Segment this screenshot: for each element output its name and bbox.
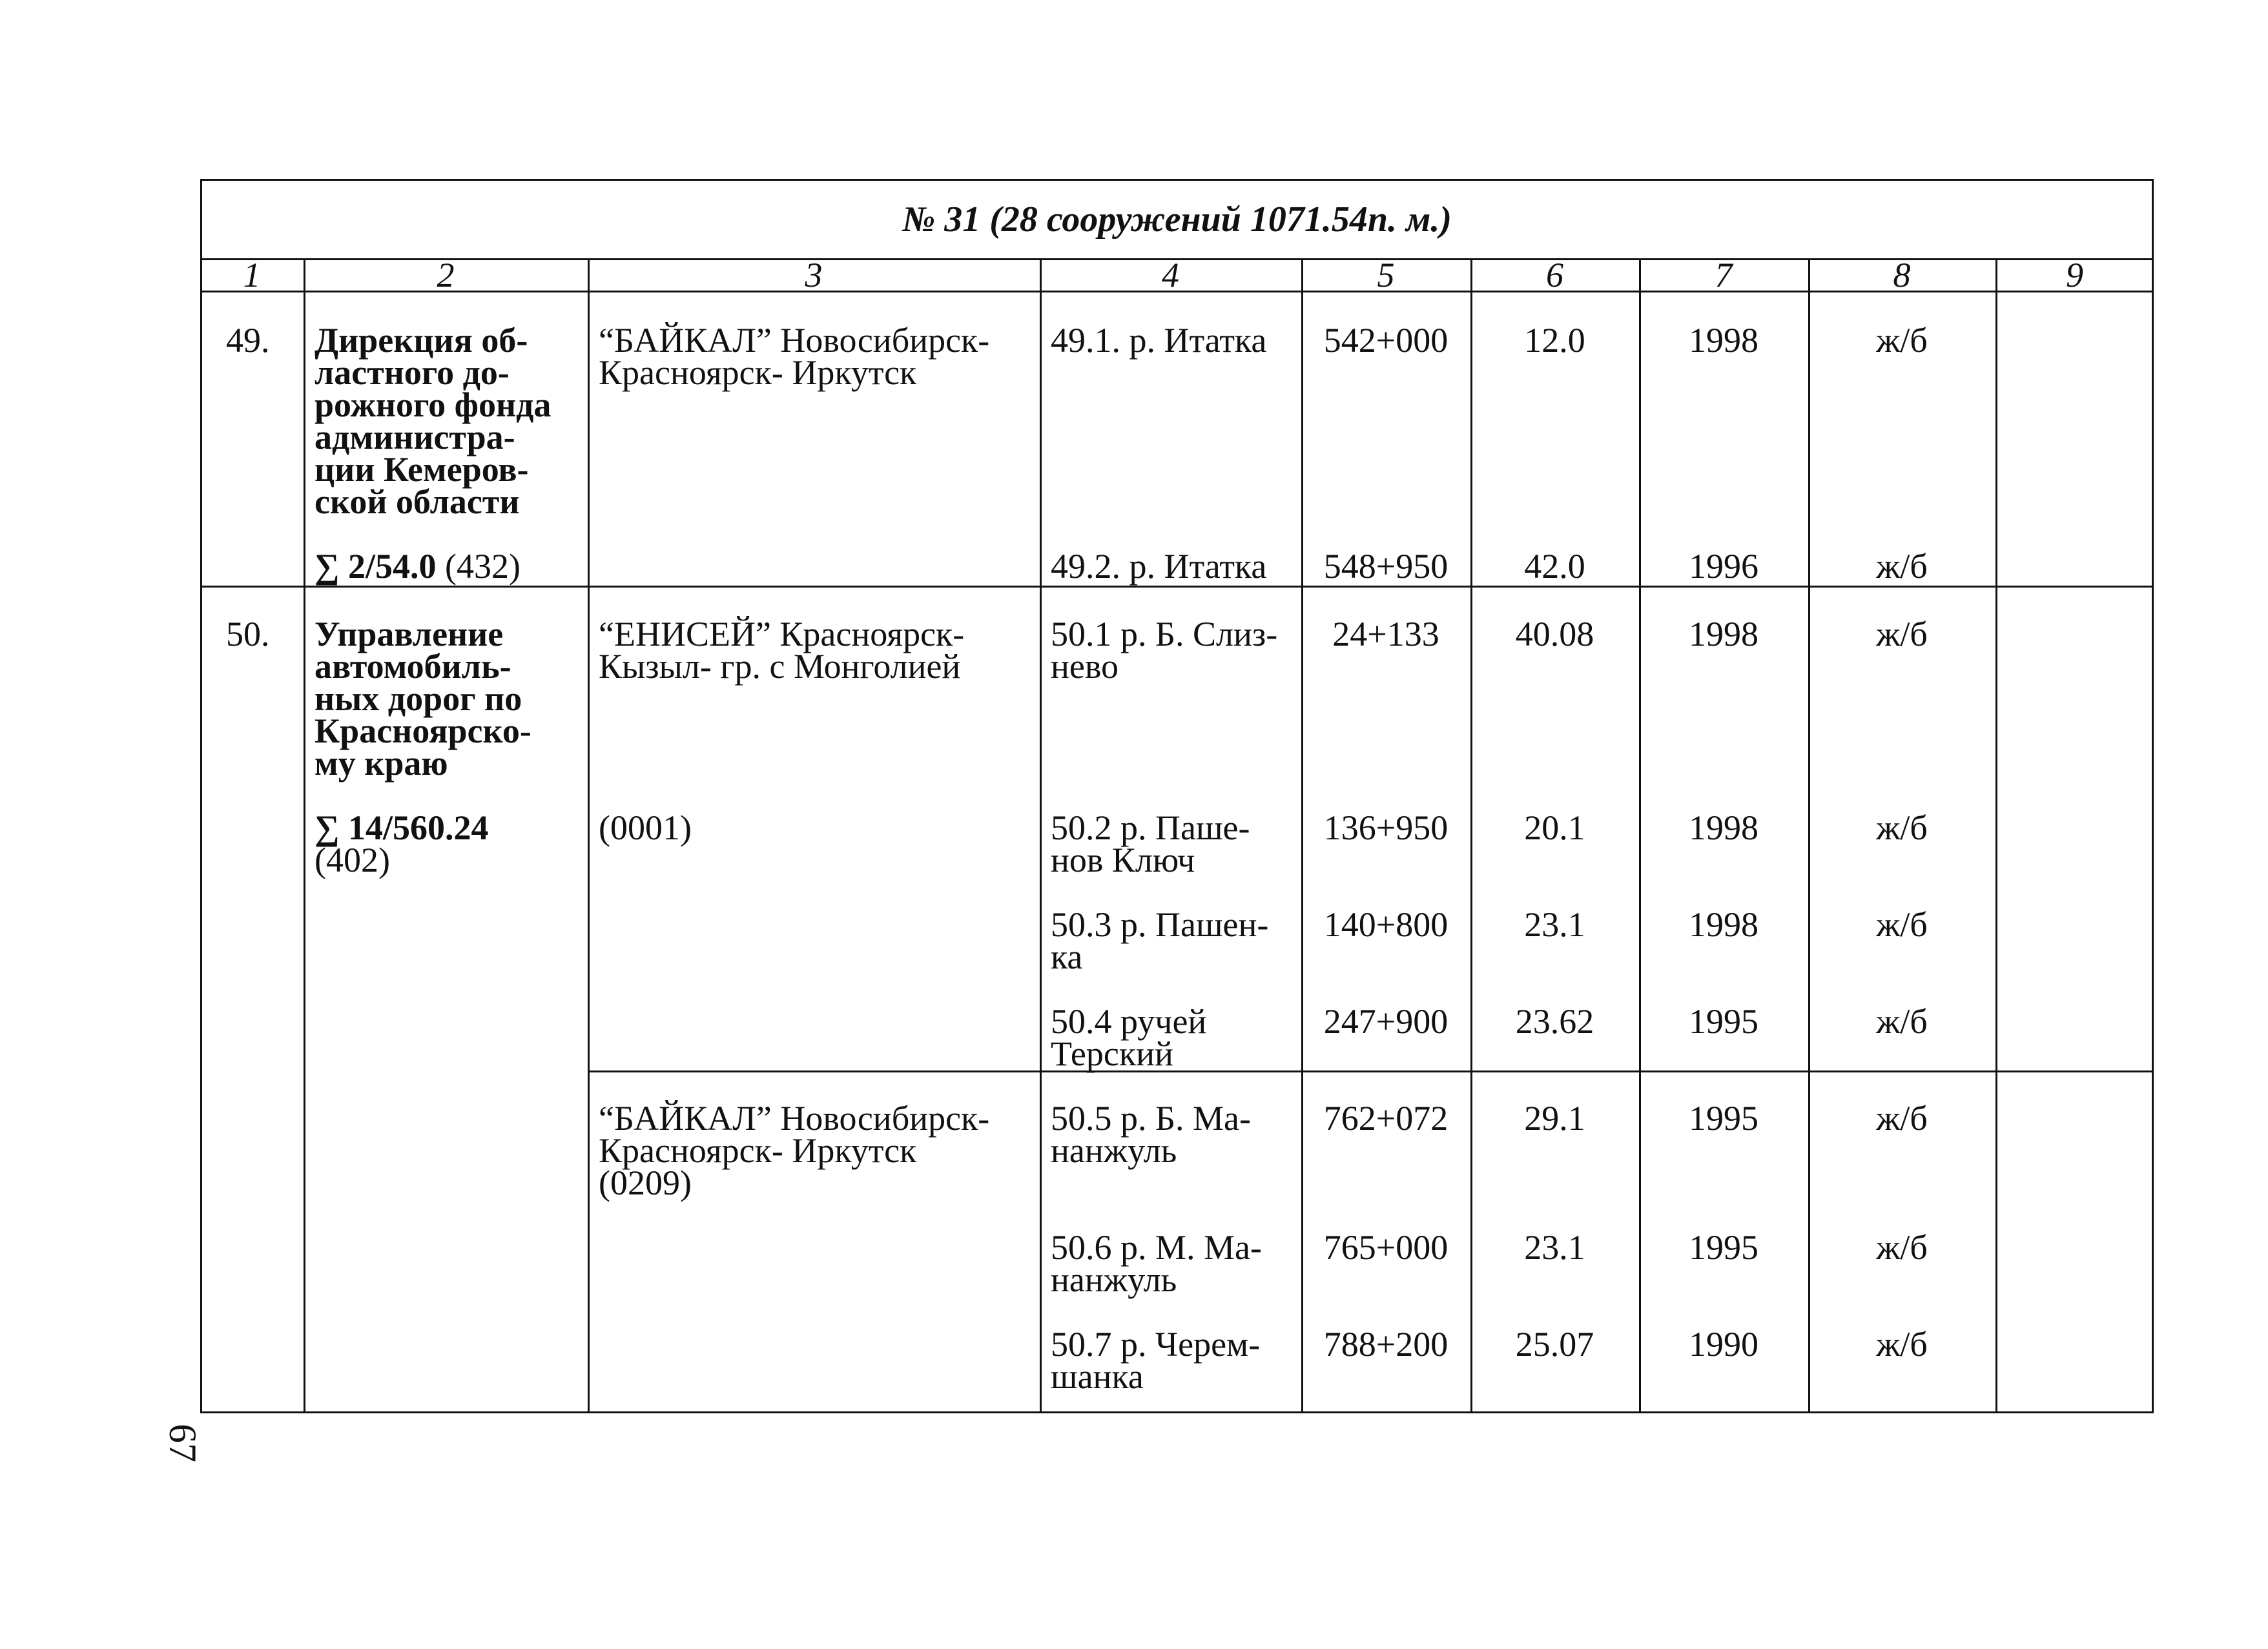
length-value: 42.0 (1524, 547, 1585, 586)
length-value: 12.0 (1524, 321, 1585, 360)
column-header: 7 (1715, 256, 1733, 294)
row-number: 49. (226, 321, 270, 360)
column-header: 3 (805, 256, 823, 294)
object-name: 50.5 р. Б. Ма- нанжуль (1051, 1099, 1251, 1170)
column-divider (588, 258, 590, 1413)
column-divider (304, 258, 305, 1413)
object-name: 49.2. р. Итатка (1051, 547, 1267, 586)
column-header: 8 (1893, 256, 1911, 294)
material-value: ж/б (1876, 1002, 1928, 1041)
length-value: 29.1 (1524, 1099, 1585, 1138)
column-header: 5 (1377, 256, 1395, 294)
year-value: 1998 (1689, 321, 1758, 360)
year-value: 1998 (1689, 615, 1758, 653)
column-divider (1040, 258, 1042, 1413)
column-header: 6 (1546, 256, 1563, 294)
material-value: ж/б (1876, 905, 1928, 944)
kilometer-mark: 762+072 (1323, 1099, 1448, 1138)
kilometer-mark: 542+000 (1323, 321, 1448, 360)
object-name: 49.1. р. Итатка (1051, 321, 1267, 360)
structures-table (200, 179, 2154, 1413)
organization-summary (314, 808, 586, 879)
length-value: 20.1 (1524, 808, 1585, 847)
object-name: 50.7 р. Черем- шанка (1051, 1325, 1261, 1396)
length-value: 23.62 (1515, 1002, 1594, 1041)
route-name: “БАЙКАЛ” Новосибирск- Красноярск- Иркутск (599, 321, 990, 392)
material-value: ж/б (1876, 615, 1928, 653)
kilometer-mark: 24+133 (1332, 615, 1439, 653)
length-value: 23.1 (1524, 905, 1585, 944)
organization-name: Дирекция об- ластного до- рожного фонда администра- ции Кемеров- ской области (314, 321, 552, 521)
year-value: 1990 (1689, 1325, 1758, 1364)
material-value: ж/б (1876, 808, 1928, 847)
year-value: 1998 (1689, 905, 1758, 944)
table-border-right (2152, 179, 2154, 1413)
table-border-bottom (200, 1411, 2154, 1413)
material-value: ж/б (1876, 1099, 1928, 1138)
column-header: 9 (2066, 256, 2083, 294)
object-name: 50.2 р. Паше- нов Ключ (1051, 808, 1250, 879)
kilometer-mark: 136+950 (1323, 808, 1448, 847)
material-value: ж/б (1876, 547, 1928, 586)
summary-value: ∑ 2/54.0 (314, 547, 437, 586)
table-border-top (200, 179, 2154, 181)
object-name: 50.6 р. М. Ма- нанжуль (1051, 1228, 1262, 1299)
table-title: № 31 (28 сооружений 1071.54п. м.) (902, 200, 1452, 240)
material-value: ж/б (1876, 321, 1928, 360)
object-name: 50.4 ручей Терский (1051, 1002, 1207, 1073)
year-value: 1996 (1689, 547, 1758, 586)
kilometer-mark: 765+000 (1323, 1228, 1448, 1267)
material-value: ж/б (1876, 1325, 1928, 1364)
column-header: 2 (437, 256, 455, 294)
row-divider (588, 1070, 2154, 1072)
column-header: 1 (243, 256, 261, 294)
year-value: 1995 (1689, 1099, 1758, 1138)
length-value: 40.08 (1515, 615, 1594, 653)
length-value: 25.07 (1515, 1325, 1594, 1364)
route-name: “ЕНИСЕЙ” Красноярск- Кызыл- гр. с Монголией (599, 615, 965, 686)
organization-summary (314, 547, 521, 586)
year-value: 1995 (1689, 1002, 1758, 1041)
object-name: 50.1 р. Б. Слиз- нево (1051, 615, 1278, 686)
summary-code: (402) (314, 841, 390, 879)
object-name: 50.3 р. Пашен- ка (1051, 905, 1269, 976)
year-value: 1998 (1689, 808, 1758, 847)
column-divider (1995, 258, 1997, 1413)
route-name: “БАЙКАЛ” Новосибирск- Красноярск- Иркутск (0209) (599, 1099, 990, 1202)
row-divider (200, 586, 2154, 588)
material-value: ж/б (1876, 1228, 1928, 1267)
kilometer-mark: 788+200 (1323, 1325, 1448, 1364)
kilometer-mark: 140+800 (1323, 905, 1448, 944)
route-code: (0001) (599, 808, 692, 847)
page-number: 67 (161, 1424, 204, 1462)
row-number: 50. (226, 615, 270, 653)
year-value: 1995 (1689, 1228, 1758, 1267)
column-header: 4 (1162, 256, 1179, 294)
table-border-left (200, 179, 202, 1413)
organization-name: Управление автомобиль- ных дорог по Красноярско- му краю (314, 615, 531, 783)
length-value: 23.1 (1524, 1228, 1585, 1267)
summary-value: ∑ 14/560.24 (314, 808, 489, 847)
kilometer-mark: 247+900 (1323, 1002, 1448, 1041)
kilometer-mark: 548+950 (1323, 547, 1448, 586)
summary-code: (432) (436, 547, 521, 586)
